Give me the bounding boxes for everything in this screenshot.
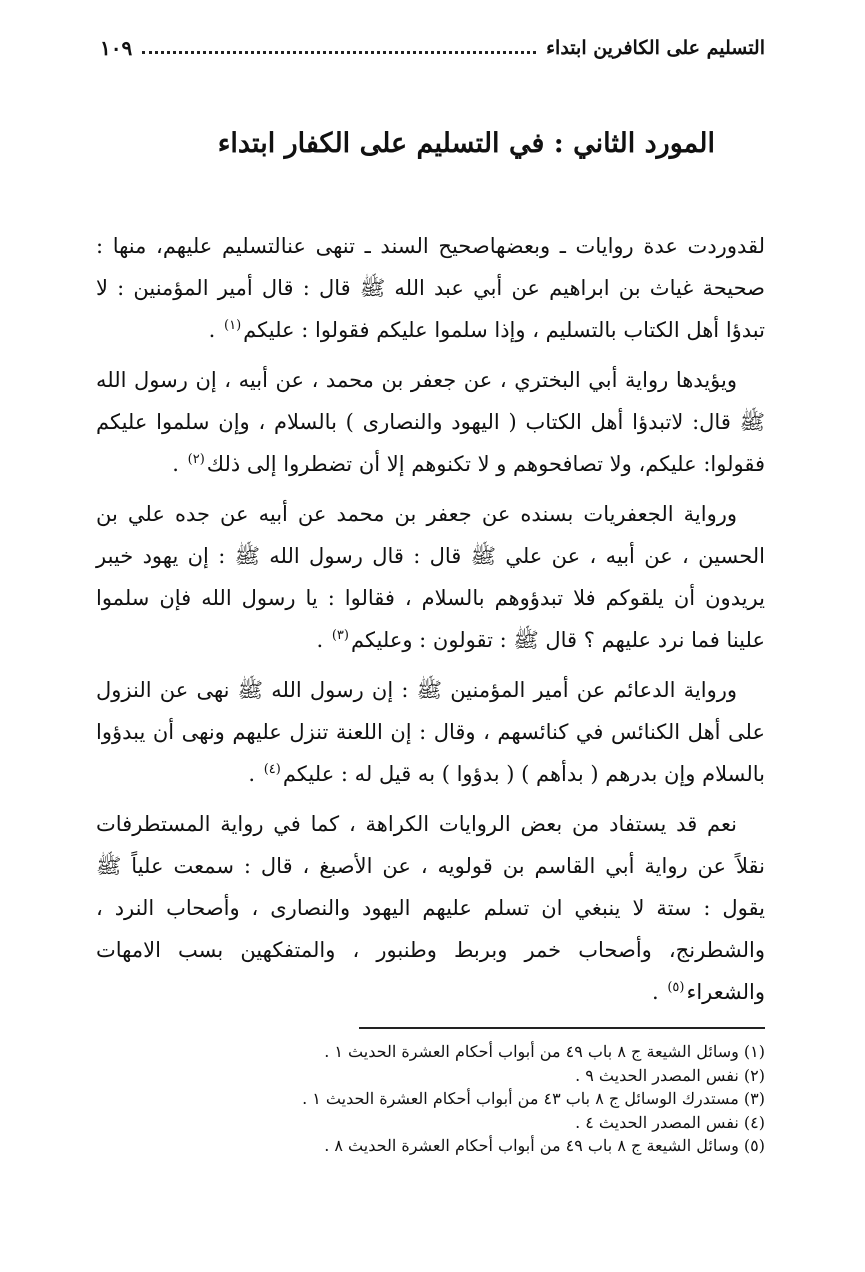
leader-dots (142, 51, 536, 54)
footnote-ref: (٣) (331, 628, 349, 643)
paragraph-5 (96, 803, 765, 1013)
footnote-2: (٢) نفس المصدر الحديث ٩ . (575, 1065, 765, 1085)
paragraph-text: لقدوردت عدة روايات ـ وبعضهاصحيح السند ـ تنهى عنالتسليم عليهم، منها : صحيحة غياث بن ابراهيم عن أبي عبد الله ﷺ قال : قال أمير المؤمنين : لا تبدؤا أهل الكتاب بالتسليم ، وإذا سلموا عليكم فقولوا : عليكم (96, 234, 766, 342)
paragraph-text: نعم قد يستفاد من بعض الروايات الكراهة ، كما في رواية المستطرفات نقلاً عن رواية أبي القاسم بن قولويه ، عن الأصبغ ، قال : سمعت علياً ﷺ يقول : ستة لا ينبغي ان تسلم عليهم اليهود والنصارى ، وأصحاب النرد ، والشطرنج، وأصحاب خمر وبربط وطنبور ، والمتفكهين بسب الامهات والشعراء (96, 812, 765, 1004)
footnote-ref: (١) (224, 318, 242, 333)
section-heading: المورد الثاني : في التسليم على الكفار ابتداء (217, 128, 715, 159)
paragraph-text: ورواية الجعفريات بسنده عن جعفر بن محمد عن أبيه عن جده علي بن الحسين ، عن أبيه ، عن علي ﷺ قال : قال رسول الله ﷺ : إن يهود خيبر يريدون أن يلقوكم فلا تبدؤوهم بالسلام ، فقالوا : يا رسول الله فإن سلموا علينا فما نرد عليهم ؟ قال ﷺ : تقولون : وعليكم (96, 502, 765, 652)
footnote-1: (١) وسائل الشيعة ج ٨ باب ٤٩ من أبواب أحكام العشرة الحديث ١ . (324, 1042, 765, 1061)
footnote-ref: (٢) (187, 452, 205, 467)
footnote-separator (359, 1027, 765, 1029)
footnote-5: (٥) وسائل الشيعة ج ٨ باب ٤٩ من أبواب أحكام العشرة الحديث ٨ . (324, 1136, 765, 1155)
footnote-ref: (٥) (667, 980, 685, 995)
paragraph-end: . (651, 980, 666, 1004)
paragraph-end: . (208, 318, 223, 342)
footnotes (245, 1040, 765, 1158)
paragraph-text: ويؤيدها رواية أبي البختري ، عن جعفر بن محمد ، عن أبيه ، إن رسول الله ﷺ قال: لاتبدؤا أهل الكتاب ( اليهود والنصارى ) بالسلام ، وإن سلموا عليكم فقولوا: عليكم، ولا تصافحوهم و لا تكنوهم إلا أن تضطروا إلى ذلك (96, 368, 765, 476)
paragraph-3 (96, 493, 765, 661)
running-head (100, 34, 765, 62)
paragraph-text: ورواية الدعائم عن أمير المؤمنين ﷺ : إن رسول الله ﷺ نهى عن النزول على أهل الكنائس في كنائسهم ، وقال : إن اللعنة تنزل عليهم ونهى أن يبدؤوا بالسلام وإن بدرهم ( بدأهم ) ( بدؤوا ) به قيل له : عليكم (96, 678, 765, 786)
footnote-ref: (٤) (263, 762, 281, 777)
paragraph-end: . (172, 452, 186, 476)
body-text (96, 225, 765, 1021)
running-head-title: التسليم على الكافرين ابتداء (546, 37, 765, 59)
paragraph-end: . (248, 762, 262, 786)
paragraph-1 (96, 225, 765, 351)
footnote-3: (٣) مستدرك الوسائل ج ٨ باب ٤٣ من أبواب أحكام العشرة الحديث ١ . (302, 1089, 765, 1108)
paragraph-end: . (316, 628, 330, 652)
page-number: ١٠٩ (100, 36, 133, 60)
paragraph-4 (96, 669, 765, 795)
footnote-4: (٤) نفس المصدر الحديث ٤ . (575, 1112, 765, 1132)
paragraph-2 (96, 359, 765, 485)
